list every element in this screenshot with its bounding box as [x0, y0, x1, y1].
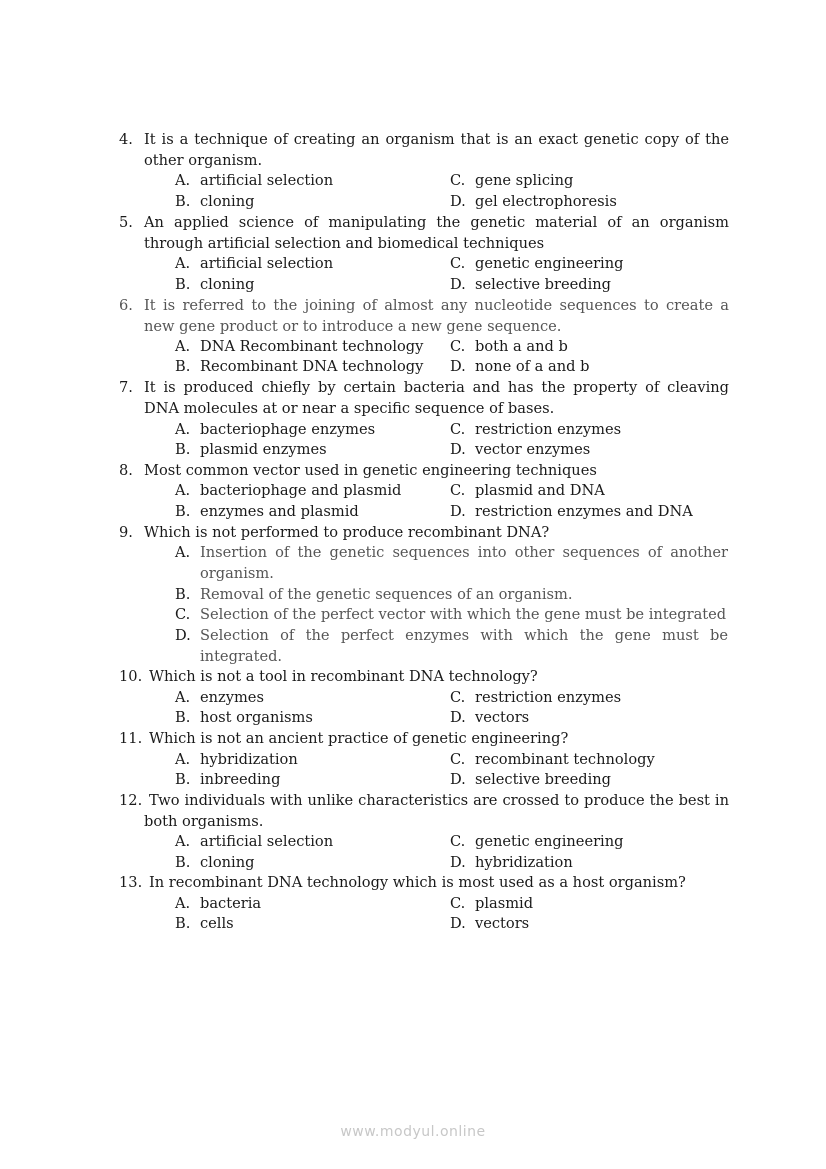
question-text: An applied science of manipulating the genetic material of an organism through artificial selection and biomedical techniques — [144, 214, 729, 252]
option-letter: A. — [175, 833, 191, 850]
option-b — [175, 275, 254, 296]
option-b — [175, 440, 327, 461]
option-text: artificial selection — [200, 255, 334, 272]
option-letter: D. — [450, 193, 466, 210]
option-letter: A. — [175, 895, 191, 912]
option-letter: D. — [450, 441, 466, 458]
option-a — [175, 481, 401, 502]
option-letter: C. — [450, 338, 466, 355]
option-a — [175, 894, 261, 915]
option-letter: C. — [175, 606, 191, 623]
option-letter: D. — [450, 915, 466, 932]
option-c — [175, 605, 728, 626]
option-letter: B. — [175, 193, 191, 210]
option-text: genetic engineering — [475, 255, 624, 272]
question-12 — [119, 791, 729, 832]
question-text: It is produced chiefly by certain bacteria and has the property of cleaving DNA molecules at or near a specific sequence of bases. — [144, 379, 729, 417]
option-letter: C. — [450, 482, 466, 499]
option-letter: A. — [175, 255, 191, 272]
option-text: artificial selection — [200, 833, 334, 850]
option-c — [450, 337, 568, 358]
option-letter: A. — [175, 544, 191, 561]
question-number: 13. — [119, 874, 143, 891]
option-letter: B. — [175, 358, 191, 375]
question-number: 5. — [119, 214, 133, 231]
option-c — [450, 254, 623, 275]
option-text: plasmid — [475, 895, 534, 912]
option-d — [450, 853, 573, 874]
option-text: both a and b — [475, 338, 568, 355]
option-text: cells — [200, 915, 234, 932]
option-d — [450, 708, 529, 729]
option-a — [175, 420, 375, 441]
option-c — [450, 750, 655, 771]
question-5 — [119, 213, 729, 254]
option-text: bacteriophage enzymes — [200, 421, 376, 438]
option-b — [175, 192, 254, 213]
option-text: hybridization — [200, 751, 298, 768]
option-text: Recombinant DNA technology — [200, 358, 424, 375]
option-letter: B. — [175, 709, 191, 726]
question-text: Most common vector used in genetic engineering techniques — [144, 462, 597, 479]
option-text: recombinant technology — [475, 751, 655, 768]
option-d — [450, 357, 589, 378]
option-text: host organisms — [200, 709, 313, 726]
option-c — [450, 832, 623, 853]
option-letter: A. — [175, 338, 191, 355]
option-text: cloning — [200, 854, 255, 871]
option-letter: D. — [450, 771, 466, 788]
option-letter: D. — [450, 854, 466, 871]
option-d — [175, 626, 728, 667]
option-letter: D. — [450, 709, 466, 726]
option-letter: C. — [450, 255, 466, 272]
option-letter: C. — [450, 833, 466, 850]
question-number: 8. — [119, 462, 133, 479]
question-number: 7. — [119, 379, 133, 396]
question-4 — [119, 130, 729, 171]
question-text: Which is not a tool in recombinant DNA technology? — [149, 668, 538, 685]
option-a — [175, 832, 333, 853]
option-text: bacteria — [200, 895, 262, 912]
question-8 — [119, 461, 729, 482]
option-b — [175, 502, 359, 523]
option-c — [450, 894, 533, 915]
option-text: restriction enzymes — [475, 689, 622, 706]
option-text: none of a and b — [475, 358, 590, 375]
option-b — [175, 708, 313, 729]
option-text: bacteriophage and plasmid — [200, 482, 402, 499]
option-text: cloning — [200, 276, 255, 293]
option-text: Selection of the perfect vector with which the gene must be integrated — [200, 606, 727, 623]
question-9 — [119, 523, 729, 544]
option-c — [450, 171, 573, 192]
option-text: gel electrophoresis — [475, 193, 617, 210]
option-text: enzymes and plasmid — [200, 503, 359, 520]
option-text: selective breeding — [475, 771, 611, 788]
option-c — [450, 420, 621, 441]
option-letter: B. — [175, 276, 191, 293]
option-d — [450, 502, 693, 523]
question-text: Which is not performed to produce recombinant DNA? — [144, 524, 550, 541]
question-text: It is a technique of creating an organism that is an exact genetic copy of the other organism. — [144, 131, 729, 169]
question-number: 11. — [119, 730, 143, 747]
question-number: 12. — [119, 792, 143, 809]
option-letter: C. — [450, 689, 466, 706]
option-text: restriction enzymes and DNA — [475, 503, 693, 520]
option-d — [450, 770, 611, 791]
option-letter: B. — [175, 586, 191, 603]
option-a — [175, 254, 333, 275]
option-letter: A. — [175, 482, 191, 499]
question-text: Which is not an ancient practice of genetic engineering? — [149, 730, 569, 747]
option-d — [450, 440, 590, 461]
question-number: 4. — [119, 131, 133, 148]
option-text: Insertion of the genetic sequences into other sequences of another organism. — [200, 544, 728, 582]
option-text: gene splicing — [475, 172, 574, 189]
option-text: hybridization — [475, 854, 573, 871]
option-text: Selection of the perfect enzymes with which the gene must be integrated. — [200, 627, 728, 665]
option-a — [175, 337, 423, 358]
option-text: enzymes — [200, 689, 264, 706]
option-letter: C. — [450, 421, 466, 438]
option-a — [175, 688, 264, 709]
option-letter: B. — [175, 854, 191, 871]
option-text: Removal of the genetic sequences of an organism. — [200, 586, 573, 603]
option-letter: C. — [450, 172, 466, 189]
option-letter: B. — [175, 503, 191, 520]
option-letter: B. — [175, 441, 191, 458]
option-letter: D. — [450, 358, 466, 375]
option-letter: A. — [175, 172, 191, 189]
question-text: It is referred to the joining of almost any nucleotide sequences to create a new gene product or to introduce a new gene sequence. — [144, 297, 729, 335]
question-number: 9. — [119, 524, 133, 541]
option-letter: C. — [450, 751, 466, 768]
option-b — [175, 770, 280, 791]
option-b — [175, 853, 254, 874]
question-13 — [119, 873, 729, 894]
option-b — [175, 357, 423, 378]
question-7 — [119, 378, 729, 419]
option-text: selective breeding — [475, 276, 611, 293]
option-text: restriction enzymes — [475, 421, 622, 438]
option-letter: A. — [175, 689, 191, 706]
option-text: vectors — [475, 709, 530, 726]
option-letter: B. — [175, 915, 191, 932]
option-text: vector enzymes — [475, 441, 591, 458]
option-a — [175, 171, 333, 192]
option-text: plasmid enzymes — [200, 441, 327, 458]
option-text: cloning — [200, 193, 255, 210]
question-text: In recombinant DNA technology which is most used as a host organism? — [149, 874, 686, 891]
option-text: vectors — [475, 915, 530, 932]
option-text: DNA Recombinant technology — [200, 338, 424, 355]
option-letter: A. — [175, 751, 191, 768]
option-c — [450, 688, 621, 709]
option-text: artificial selection — [200, 172, 334, 189]
option-text: inbreeding — [200, 771, 281, 788]
option-letter: A. — [175, 421, 191, 438]
option-b — [175, 585, 728, 606]
question-number: 6. — [119, 297, 133, 314]
option-letter: D. — [450, 503, 466, 520]
option-d — [450, 914, 529, 935]
question-text: Two individuals with unlike characteristics are crossed to produce the best in both organisms. — [144, 792, 729, 830]
question-10 — [119, 667, 729, 688]
option-d — [450, 275, 611, 296]
option-text: plasmid and DNA — [475, 482, 605, 499]
option-c — [450, 481, 605, 502]
option-letter: D. — [450, 276, 466, 293]
option-letter: B. — [175, 771, 191, 788]
option-a — [175, 750, 298, 771]
watermark: www.modyul.online — [340, 1124, 486, 1140]
option-d — [450, 192, 617, 213]
option-letter: C. — [450, 895, 466, 912]
option-letter: D. — [175, 627, 191, 644]
option-b — [175, 914, 234, 935]
question-number: 10. — [119, 668, 143, 685]
option-a — [175, 543, 728, 584]
question-6 — [119, 296, 729, 337]
option-text: genetic engineering — [475, 833, 624, 850]
question-11 — [119, 729, 729, 750]
